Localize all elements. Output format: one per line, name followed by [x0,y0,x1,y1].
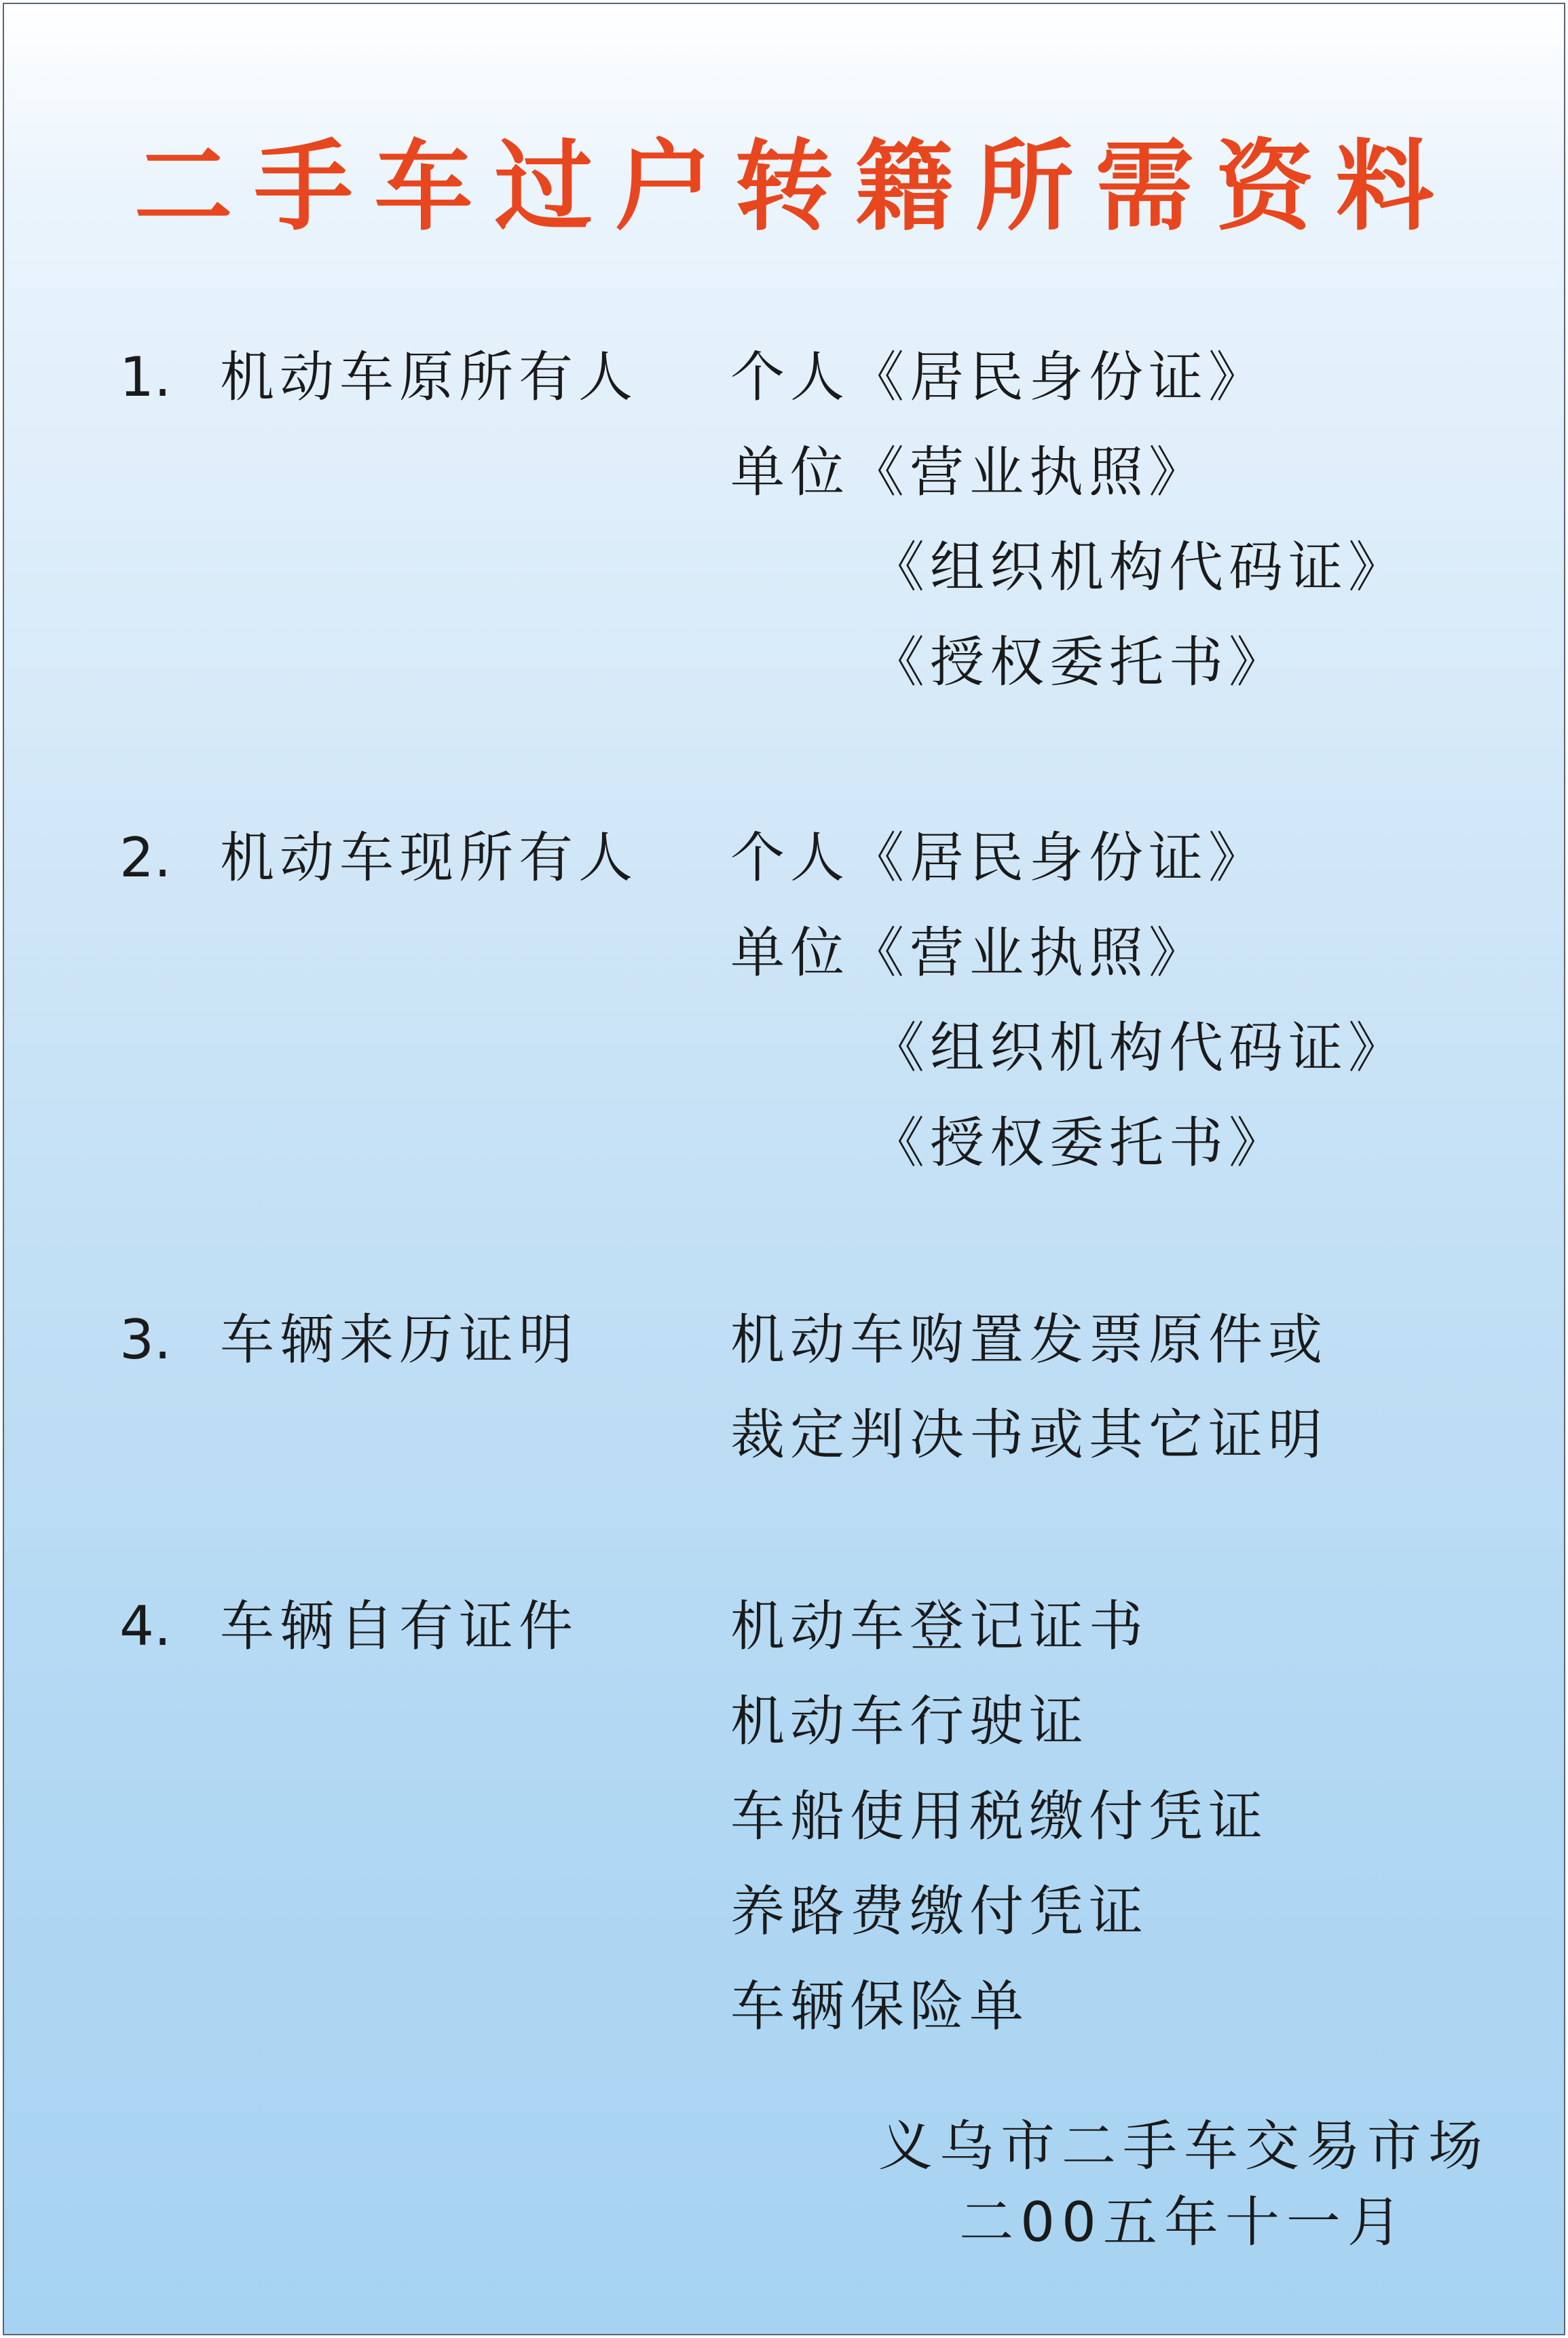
document-item: 个人《居民身份证》 [730,346,1268,409]
section-number: 4. [119,1595,172,1658]
section-label: 车辆来历证明 [220,1308,578,1371]
page-title: 二手车过户转籍所需资料 [134,130,1456,244]
document-list [730,811,1531,1191]
document-item: 《授权委托书》 [870,1111,1288,1174]
footer-date: 二00五年十一月 [959,2191,1408,2254]
document-item: 《组织机构代码证》 [870,536,1408,599]
document-item: 养路费缴付凭证 [730,1880,1149,1943]
document-item: 《授权委托书》 [870,631,1288,694]
section-label: 车辆自有证件 [220,1595,578,1658]
section-number: 3. [119,1308,172,1371]
document-item: 车船使用税缴付凭证 [730,1785,1268,1848]
section-label: 机动车原所有人 [220,346,638,409]
document-list [730,1293,1531,1483]
document-item: 单位《营业执照》 [730,441,1208,504]
footer-organization: 义乌市二手车交易市场 [878,2115,1489,2178]
document-list [730,330,1531,710]
document-item: 机动车购置发票原件或 [730,1308,1328,1371]
footer [878,2109,1489,2261]
section-number: 1. [119,346,172,409]
document-item: 《组织机构代码证》 [870,1016,1408,1079]
section-number: 2. [119,826,172,889]
section-label: 机动车现所有人 [220,826,638,889]
poster [3,3,1565,2335]
document-item: 单位《营业执照》 [730,921,1208,984]
document-item: 机动车行驶证 [730,1690,1089,1753]
document-list [730,1579,1531,2054]
document-item: 裁定判决书或其它证明 [730,1403,1328,1466]
document-item: 机动车登记证书 [730,1595,1149,1658]
document-item: 车辆保险单 [730,1975,1029,2038]
document-item: 个人《居民身份证》 [730,826,1268,889]
